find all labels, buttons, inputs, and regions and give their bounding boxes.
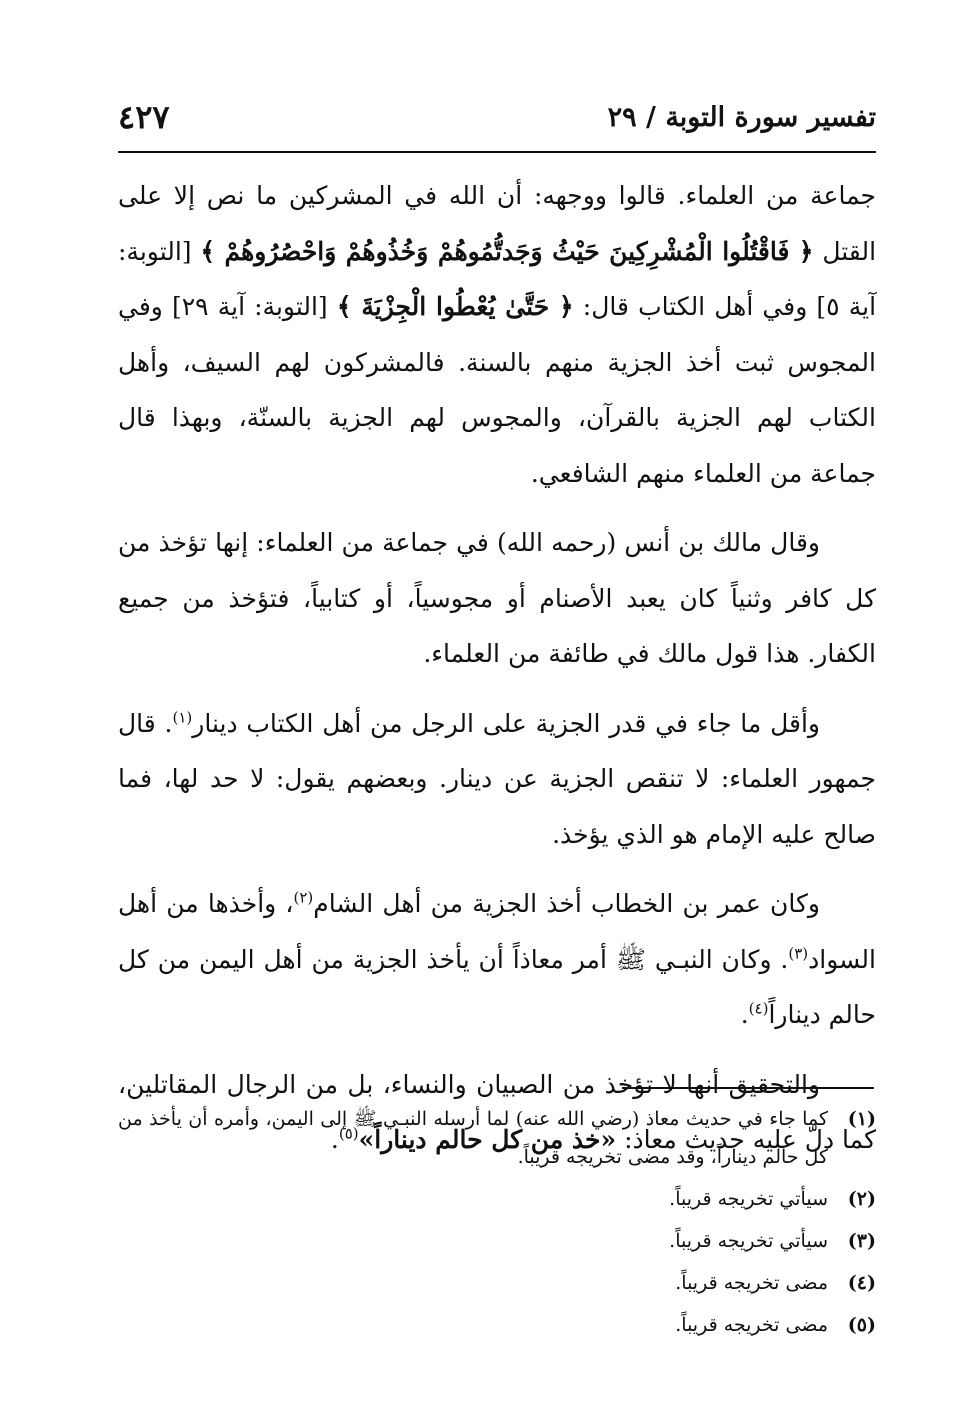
footnote-item	[118, 1264, 876, 1302]
paragraph-text: .	[330, 1125, 339, 1154]
paragraph-text: [التوبة: آية ٢٩] وفي المجوس ثبت أخذ الجزية منهم بالسنة. فالمشركون لهم السيف، وأهل الكتاب لهم الجزية بالقرآن، والمجوس لهم الجزية بالسنّة، وبهذا قال جماعة من العلماء منهم الشافعي.	[118, 292, 876, 488]
paragraph-text: [التوبة: آية ٥] وفي أهل الكتاب قال:	[118, 236, 877, 321]
footnote-number: (٤)	[847, 1272, 876, 1294]
footnote-item	[118, 1180, 876, 1218]
paragraph-text: وأقل ما جاء في قدر الجزية على الرجل من أهل الكتاب دينار	[192, 708, 820, 738]
footnote-item	[118, 1222, 876, 1260]
paragraph-2	[118, 515, 876, 682]
quran-verse: ﴿ فَاقْتُلُوا الْمُشْرِكِينَ حَيْثُ وَجَدتُّمُوهُمْ وَخُذُوهُمْ وَاحْصُرُوهُمْ ﴾	[200, 236, 814, 266]
paragraph-text: ، وأخذها من أهل السواد	[118, 889, 876, 974]
footnote-ref-5[interactable]: (٥)	[338, 1124, 359, 1143]
paragraph-text: . قال جمهور العلماء: لا تنقص الجزية عن دينار. وبعضهم يقول: لا حد لها، فما صالح عليه الإمام هو الذي يؤخذ.	[118, 708, 876, 849]
hadith-quote: «خذ من كل حالم ديناراً»	[358, 1125, 617, 1154]
footnote-text: كما جاء في حديث معاذ (رضي الله عنه) لما أرسله النبـي ﷺ إلى اليمن، وأمره أن يأخذ من كل حالم ديناراً، وقد مضى تخريجه قريباً.	[118, 1108, 828, 1168]
footnote-text: مضى تخريجه قريباً.	[675, 1272, 828, 1294]
paragraph-text: وكان عمر بن الخطاب أخذ الجزية من أهل الشام	[313, 889, 820, 918]
paragraph-text: . وكان النبـي ﷺ أمر معاذاً أن يأخذ الجزية من أهل اليمن من كل حالم ديناراً	[118, 944, 876, 1029]
footnote-number: (٣)	[847, 1230, 876, 1252]
header-divider	[118, 151, 876, 153]
footnote-number: (٢)	[847, 1188, 876, 1210]
quran-verse: ﴿ حَتَّىٰ يُعْطُوا الْجِزْيَةَ ﴾	[336, 292, 574, 321]
footnote-text: مضى تخريجه قريباً.	[675, 1314, 828, 1336]
paragraph-text: وقال مالك بن أنس (رحمه الله) في جماعة من العلماء: إنها تؤخذ من كل كافر وثنياً كان يعبد الأصنام أو مجوسياً، أو كتابياً، فتؤخذ من جميع الكفار. هذا قول مالك في طائفة من العلماء.	[118, 528, 876, 668]
footnote-number: (٥)	[847, 1314, 876, 1336]
page-header	[118, 98, 876, 144]
paragraph-3	[118, 696, 876, 863]
footnote-ref-3[interactable]: (٣)	[788, 944, 809, 963]
paragraph-text: والتحقيق أنها لا تؤخذ من الصبيان والنساء، بل من الرجال المقاتلين، كما دلّ عليه حديث معاذ:	[118, 1069, 876, 1154]
paragraph-1	[118, 168, 876, 501]
running-title: تفسير سورة التوبة / ٢٩	[607, 102, 876, 133]
footnote-ref-4[interactable]: (٤)	[748, 999, 769, 1018]
footnote-item	[118, 1306, 876, 1344]
footnote-item	[118, 1100, 876, 1176]
footnotes	[118, 1100, 876, 1348]
footnote-ref-2[interactable]: (٢)	[293, 888, 314, 907]
paragraph-text: جماعة من العلماء. قالوا ووجهه: أن الله في المشركين ما نص إلا على القتل	[118, 181, 877, 266]
main-text	[118, 168, 876, 1182]
footnote-divider	[622, 1087, 874, 1089]
paragraph-text: .	[740, 1000, 749, 1029]
footnote-ref-1[interactable]: (١)	[172, 708, 193, 727]
footnote-text: سيأتي تخريجه قريباً.	[669, 1230, 828, 1252]
footnote-number: (١)	[847, 1108, 876, 1130]
page-number: ٤٢٧	[118, 98, 170, 136]
footnote-text: سيأتي تخريجه قريباً.	[669, 1188, 828, 1210]
paragraph-4	[118, 876, 876, 1043]
